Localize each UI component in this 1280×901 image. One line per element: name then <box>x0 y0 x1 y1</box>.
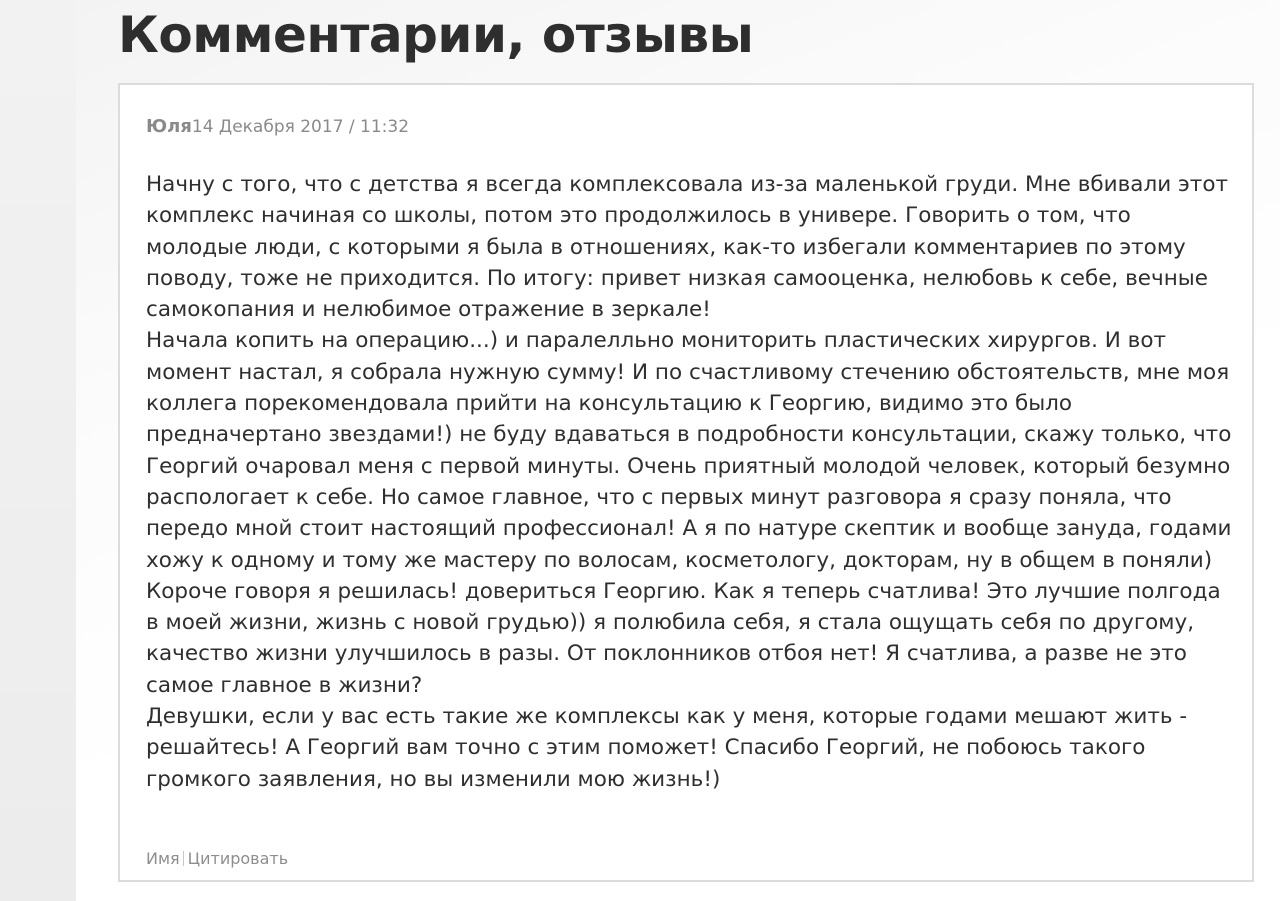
quote-link[interactable]: Цитировать <box>187 849 289 868</box>
action-divider <box>183 851 184 866</box>
page-title: Комментарии, отзывы <box>118 6 754 64</box>
comment-author: Юля <box>146 116 192 137</box>
comment-body <box>146 169 1238 795</box>
comment-card <box>118 83 1254 882</box>
comment-date: 14 Декабря 2017 / 11:32 <box>191 117 410 137</box>
comment-paragraph: Начала копить на операцию...) и паралелльно мониторить пластических хирургов. И вот момент настал, я собрала нужную сумму! И по счастливому стечению обстоятельств, мне моя коллега порекомендовала прийти на консультацию к Георгию, видимо это было предначертано звездами!) не буду вдаваться в подробности консультации, скажу только, что Георгий очаровал меня с первой минуты. Очень приятный молодой человек, который безумно распологает к себе. Но самое главное, что с первых минут разговора я сразу поняла, что передо мной стоит настоящий профессионал! А я по натуре скептик и вообще зануда, годами хожу к одному и тому же мастеру по волосам, косметологу, докторам, ну в общем в поняли) <box>146 328 1232 573</box>
comment-paragraph: Девушки, если у вас есть такие же комплексы как у меня, которые годами мешают жить - решайтесь! А Георгий вам точно с этим поможет! Спасибо Георгий, не побоюсь такого громкого заявления, но вы изменили мою жизнь!) <box>146 704 1188 792</box>
name-link[interactable]: Имя <box>146 849 180 868</box>
comment-meta <box>146 115 409 139</box>
comment-paragraph: Начну с того, что с детства я всегда комплексовала из-за маленькой груди. Мне вбивали этот комплекс начиная со школы, потом это продолжилось в универе. Говорить о том, что молодые люди, с которыми я была в отношениях, как-то избегали комментариев по этому поводу, тоже не приходится. По итогу: привет низкая самооценка, нелюбовь к себе, вечные самокопания и нелюбимое отражение в зеркале! <box>146 172 1229 323</box>
comment-paragraph: Короче говоря я решилась! довериться Георгию. Как я теперь счатлива! Это лучшие полгода в моей жизни, жизнь с новой грудью)) я полюбила себя, я стала ощущать себя по другому, качество жизни улучшилось в разы. От поклонников отбоя нет! Я счатлива, а разве не это самое главное в жизни? <box>146 578 1221 698</box>
left-rail <box>0 0 76 901</box>
comment-actions <box>146 848 288 870</box>
